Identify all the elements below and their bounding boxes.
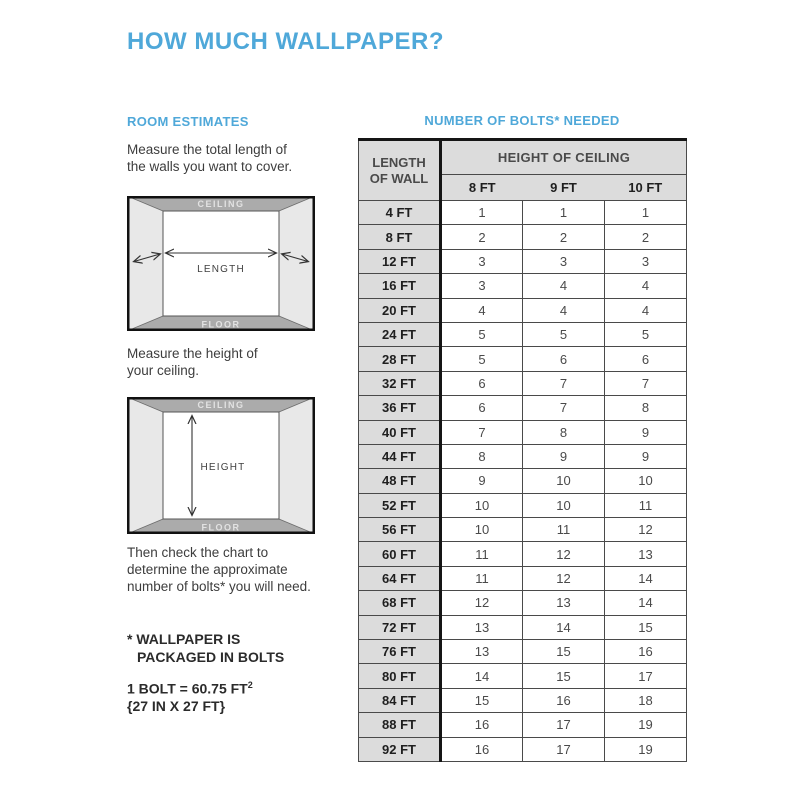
table-row — [359, 347, 687, 371]
bolts-value-cell: 3 — [441, 274, 523, 298]
bolts-value-cell: 3 — [441, 249, 523, 273]
wall-length-cell: 68 FT — [359, 591, 441, 615]
bolts-value-cell: 16 — [605, 640, 687, 664]
table-row — [359, 688, 687, 712]
bolts-value-cell: 4 — [441, 298, 523, 322]
bolts-value-cell: 15 — [523, 664, 605, 688]
bolts-value-cell: 3 — [605, 249, 687, 273]
room-estimates-heading: ROOM ESTIMATES — [127, 114, 249, 129]
floor-label: FLOOR — [201, 522, 241, 533]
column-header-9ft: 9 FT — [523, 175, 605, 201]
wall-length-cell: 24 FT — [359, 322, 441, 346]
wall-length-cell: 88 FT — [359, 713, 441, 737]
bolts-value-cell: 13 — [605, 542, 687, 566]
table-row — [359, 225, 687, 249]
bolts-value-cell: 12 — [523, 542, 605, 566]
wall-length-cell: 64 FT — [359, 566, 441, 590]
bolts-value-cell: 14 — [605, 566, 687, 590]
bolts-value-cell: 15 — [605, 615, 687, 639]
right-wall-panel — [279, 397, 315, 534]
left-wall-panel — [127, 397, 163, 534]
page-title: HOW MUCH WALLPAPER? — [127, 28, 445, 55]
wall-length-cell: 72 FT — [359, 615, 441, 639]
wall-length-cell: 48 FT — [359, 469, 441, 493]
bolts-value-cell: 15 — [523, 640, 605, 664]
wall-length-cell: 20 FT — [359, 298, 441, 322]
bolts-value-cell: 1 — [605, 201, 687, 225]
table-row — [359, 274, 687, 298]
bolts-value-cell: 13 — [523, 591, 605, 615]
bolts-value-cell: 2 — [523, 225, 605, 249]
step2-line1: Measure the height of — [127, 346, 258, 361]
bolts-value-cell: 8 — [605, 396, 687, 420]
bolts-value-cell: 17 — [523, 737, 605, 761]
room-length-diagram — [127, 196, 315, 331]
step2-instruction — [127, 345, 258, 379]
ceiling-label: CEILING — [197, 400, 245, 410]
table-header-row — [359, 140, 687, 175]
bolts-value-cell: 5 — [441, 347, 523, 371]
bolts-value-cell: 19 — [605, 737, 687, 761]
bolts-value-cell: 12 — [605, 518, 687, 542]
right-wall-panel — [279, 196, 315, 331]
wall-length-cell: 28 FT — [359, 347, 441, 371]
wall-length-cell: 36 FT — [359, 396, 441, 420]
step2-line2: your ceiling. — [127, 363, 200, 378]
bolts-value-cell: 7 — [523, 396, 605, 420]
bolts-value-cell: 2 — [605, 225, 687, 249]
wall-length-cell: 60 FT — [359, 542, 441, 566]
bolts-value-cell: 9 — [523, 444, 605, 468]
bolts-value-cell: 11 — [441, 542, 523, 566]
wall-length-cell: 76 FT — [359, 640, 441, 664]
length-of-wall-header — [359, 140, 441, 201]
corner-line1: LENGTH — [372, 154, 426, 170]
wall-length-cell: 44 FT — [359, 444, 441, 468]
wall-length-cell: 8 FT — [359, 225, 441, 249]
table-row — [359, 640, 687, 664]
table-row — [359, 542, 687, 566]
table-row — [359, 444, 687, 468]
step1-line1: Measure the total length of — [127, 142, 287, 157]
bolts-value-cell: 11 — [605, 493, 687, 517]
step3-line1: Then check the chart to — [127, 545, 269, 560]
table-row — [359, 518, 687, 542]
wall-length-cell: 16 FT — [359, 274, 441, 298]
table-row — [359, 737, 687, 761]
table-row — [359, 201, 687, 225]
height-label: HEIGHT — [200, 462, 246, 473]
bolts-value-cell: 10 — [441, 493, 523, 517]
wall-length-cell: 80 FT — [359, 664, 441, 688]
ceiling-label: CEILING — [197, 199, 245, 209]
bolts-footnote — [127, 631, 284, 666]
bolts-value-cell: 3 — [523, 249, 605, 273]
bolts-value-cell: 6 — [441, 396, 523, 420]
bolt-size-line2: {27 IN X 27 FT} — [127, 698, 226, 715]
bolts-value-cell: 11 — [441, 566, 523, 590]
table-row — [359, 493, 687, 517]
bolts-value-cell: 1 — [523, 201, 605, 225]
bolts-value-cell: 19 — [605, 713, 687, 737]
bolts-value-cell: 5 — [441, 322, 523, 346]
table-row — [359, 420, 687, 444]
bolts-value-cell: 16 — [441, 737, 523, 761]
bolts-value-cell: 13 — [441, 615, 523, 639]
bolts-value-cell: 1 — [441, 201, 523, 225]
bolts-value-cell: 11 — [523, 518, 605, 542]
wall-length-cell: 32 FT — [359, 371, 441, 395]
bolts-value-cell: 17 — [523, 713, 605, 737]
bolts-value-cell: 13 — [441, 640, 523, 664]
bolts-value-cell: 14 — [605, 591, 687, 615]
bolts-table-caption: NUMBER OF BOLTS* NEEDED — [424, 113, 620, 128]
wall-length-cell: 40 FT — [359, 420, 441, 444]
bolts-value-cell: 16 — [441, 713, 523, 737]
bolts-value-cell: 9 — [605, 420, 687, 444]
column-header-8ft: 8 FT — [441, 175, 523, 201]
bolts-value-cell: 10 — [523, 469, 605, 493]
bolts-value-cell: 18 — [605, 688, 687, 712]
table-row — [359, 566, 687, 590]
bolts-value-cell: 17 — [605, 664, 687, 688]
length-label: LENGTH — [197, 264, 245, 275]
step3-instruction — [127, 544, 311, 595]
table-row — [359, 298, 687, 322]
bolt-size-superscript: 2 — [247, 680, 253, 690]
wall-length-cell: 84 FT — [359, 688, 441, 712]
bolts-value-cell: 14 — [523, 615, 605, 639]
footnote-line2: PACKAGED IN BOLTS — [137, 648, 285, 665]
bolts-value-cell: 5 — [523, 322, 605, 346]
footnote-line1: * WALLPAPER IS — [127, 631, 241, 647]
bolts-value-cell: 5 — [605, 322, 687, 346]
bolts-value-cell: 7 — [605, 371, 687, 395]
bolts-value-cell: 2 — [441, 225, 523, 249]
bolts-value-cell: 7 — [523, 371, 605, 395]
bolts-value-cell: 12 — [523, 566, 605, 590]
step1-line2: the walls you want to cover. — [127, 159, 293, 174]
table-row — [359, 664, 687, 688]
step3-line3: number of bolts* you will need. — [127, 579, 311, 594]
bolts-value-cell: 12 — [441, 591, 523, 615]
table-row — [359, 591, 687, 615]
wall-length-cell: 52 FT — [359, 493, 441, 517]
bolts-value-cell: 10 — [441, 518, 523, 542]
bolts-value-cell: 16 — [523, 688, 605, 712]
step1-instruction — [127, 141, 292, 175]
table-body — [359, 201, 687, 762]
bolts-value-cell: 6 — [523, 347, 605, 371]
bolts-value-cell: 7 — [441, 420, 523, 444]
room-height-diagram — [127, 397, 315, 534]
wall-length-cell: 4 FT — [359, 201, 441, 225]
wall-length-cell: 92 FT — [359, 737, 441, 761]
bolts-value-cell: 6 — [605, 347, 687, 371]
bolts-value-cell: 4 — [605, 298, 687, 322]
bolts-value-cell: 8 — [523, 420, 605, 444]
bolts-needed-table — [358, 138, 687, 762]
step3-line2: determine the approximate — [127, 562, 288, 577]
bolts-value-cell: 10 — [523, 493, 605, 517]
bolts-value-cell: 14 — [441, 664, 523, 688]
table-row — [359, 322, 687, 346]
bolts-value-cell: 9 — [605, 444, 687, 468]
column-header-10ft: 10 FT — [605, 175, 687, 201]
bolt-size-line1: 1 BOLT = 60.75 FT — [127, 680, 248, 697]
wall-length-cell: 56 FT — [359, 518, 441, 542]
table-row — [359, 371, 687, 395]
bolts-value-cell: 6 — [441, 371, 523, 395]
bolts-value-cell: 9 — [441, 469, 523, 493]
bolts-value-cell: 8 — [441, 444, 523, 468]
bolts-value-cell: 4 — [605, 274, 687, 298]
table-row — [359, 249, 687, 273]
table-row — [359, 713, 687, 737]
table-row — [359, 615, 687, 639]
bolts-value-cell: 4 — [523, 274, 605, 298]
floor-label: FLOOR — [201, 319, 241, 330]
corner-line2: OF WALL — [369, 170, 429, 186]
bolts-value-cell: 15 — [441, 688, 523, 712]
table-row — [359, 469, 687, 493]
bolts-value-cell: 4 — [523, 298, 605, 322]
wall-length-cell: 12 FT — [359, 249, 441, 273]
table-row — [359, 396, 687, 420]
bolts-value-cell: 10 — [605, 469, 687, 493]
height-of-ceiling-header: HEIGHT OF CEILING — [441, 140, 687, 175]
left-wall-panel — [127, 196, 163, 331]
bolt-size-info — [127, 677, 253, 716]
